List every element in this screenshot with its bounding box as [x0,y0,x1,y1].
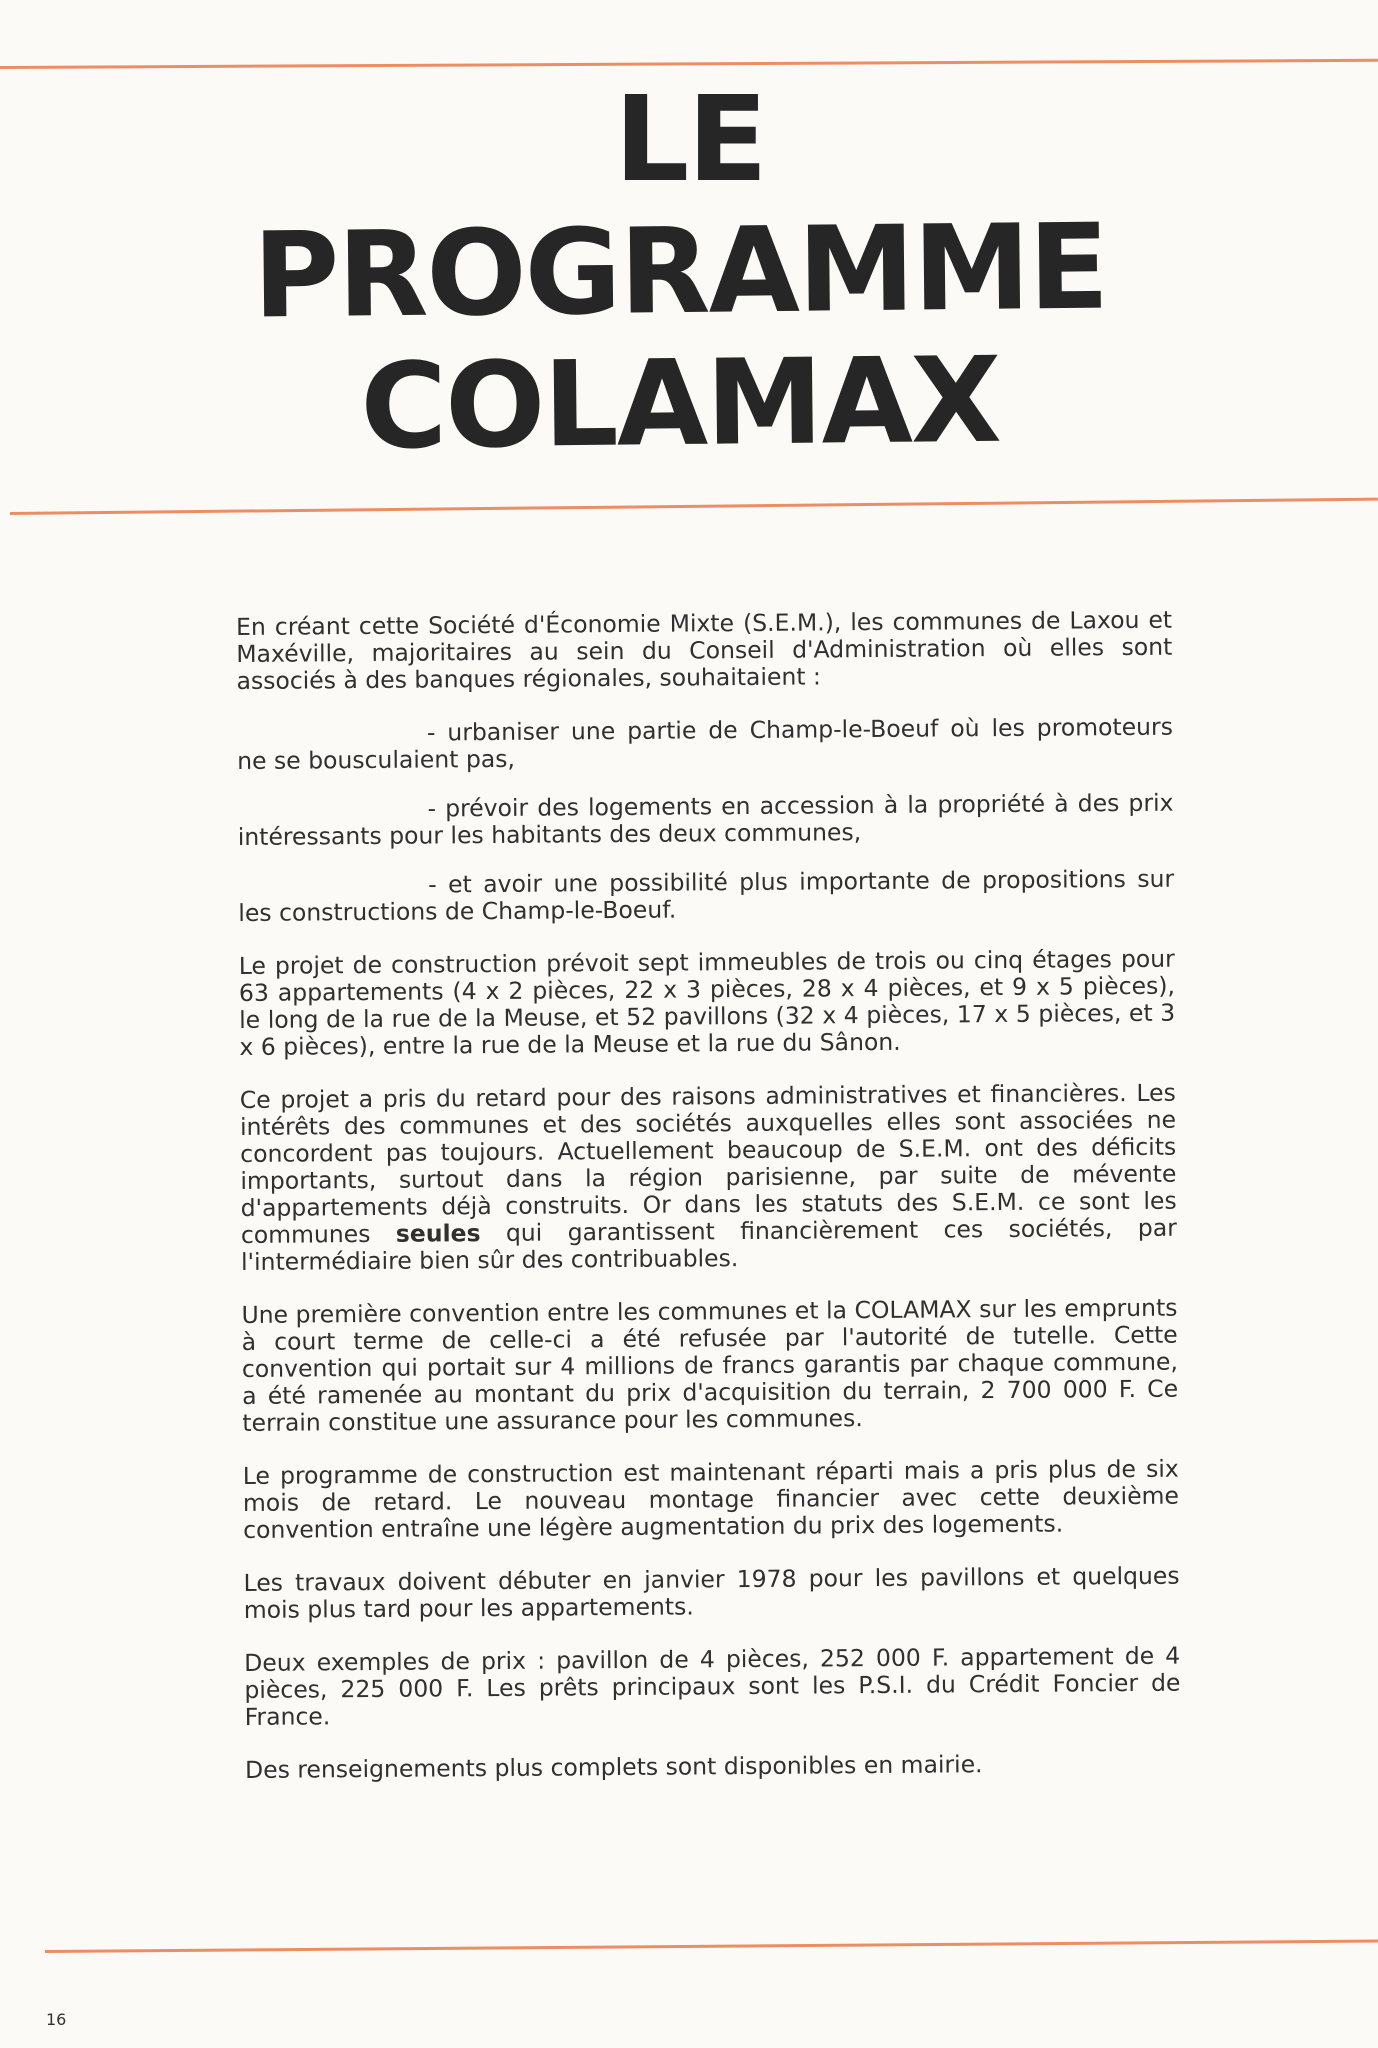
project-paragraph: Le projet de construction prévoit sept immeubles de trois ou cinq étages pour 63 appartements (4 x 2 pièces, 22 x 3 pièces, 28 x 4 pièces, et 9 x 5 pièces), le long de la rue de la Meuse, et 52 pavillons (32 x 4 pièces, 17 x 5 pièces, et 3 x 6 pièces), entre la rue de la Meuse et la rue du Sânon. [238,944,1176,1061]
intro-paragraph: En créant cette Société d'Économie Mixte (S.E.M.), les communes de Laxou et Maxéville, majoritaires au sein du Conseil d'Administration où elles sont associés à des banques régionales, souhaitaient : [235,605,1173,695]
article-body [236,607,1181,1784]
info-paragraph: Des renseignements plus complets sont disponibles en mairie. [244,1750,983,1784]
delay-text-bold: seules [395,1219,481,1248]
page-number: 16 [46,2010,67,2029]
top-rule [0,59,1378,69]
middle-rule [10,498,1378,515]
title-line-3: COLAMAX [359,330,1001,476]
bottom-rule [45,1940,1378,1953]
program-paragraph: Le programme de construction est maintenant réparti mais a pris plus de six mois de retard. Le nouveau montage financier avec cette deuxième convention entraîne une légère augmentation du prix des logements. [242,1454,1180,1544]
title-line-2: PROGRAMME [252,197,1108,345]
list-item: - et avoir une possibilité plus importante de propositions sur les constructions de Champ-le-Boeuf. [238,864,1175,927]
delay-text-start: Ce projet a pris du retard pour des raisons administratives et financières. Les intérêts des communes et des sociétés auxquelles elles sont associées ne concordent pas toujours. Actuellement beaucoup de S.E.M. ont des déficits importants, surtout dans la région parisienne, par suite de mévente d'appartements déjà construits. Or dans les statuts des S.E.M. ce sont les communes [239,1078,1177,1249]
prices-paragraph: Deux exemples de prix : pavillon de 4 pièces, 252 000 F. appartement de 4 pièces, 225 000 F. Les prêts principaux sont les P.S.I. du Crédit Foncier de France. [244,1641,1181,1731]
delay-text-end: qui garantissent financièrement ces sociétés, par l'intermédiaire bien sûr des contribuables. [240,1213,1177,1276]
convention-paragraph: Une première convention entre les communes et la COLAMAX sur les emprunts à court terme de celle-ci a été refusée par l'autorité de tutelle. Cette convention qui portait sur 4 millions de francs garantis par chaque commune, a été ramenée au montant du prix d'acquisition du terrain, 2 700 000 F. Ce terrain constitue une assurance pour les communes. [241,1293,1179,1437]
list-item: - urbaniser une partie de Champ-le-Boeuf où les promoteurs ne se bousculaient pas, [237,712,1174,775]
delay-paragraph [240,1080,1177,1276]
works-paragraph: Les travaux doivent débuter en janvier 1978 pour les pavillons et quelques mois plus tard pour les appartements. [243,1561,1180,1624]
list-item: - prévoir des logements en accession à la propriété à des prix intéressants pour les habitants des deux communes, [237,788,1174,851]
title-line-1: LE [614,70,766,208]
page-title [230,70,1130,476]
